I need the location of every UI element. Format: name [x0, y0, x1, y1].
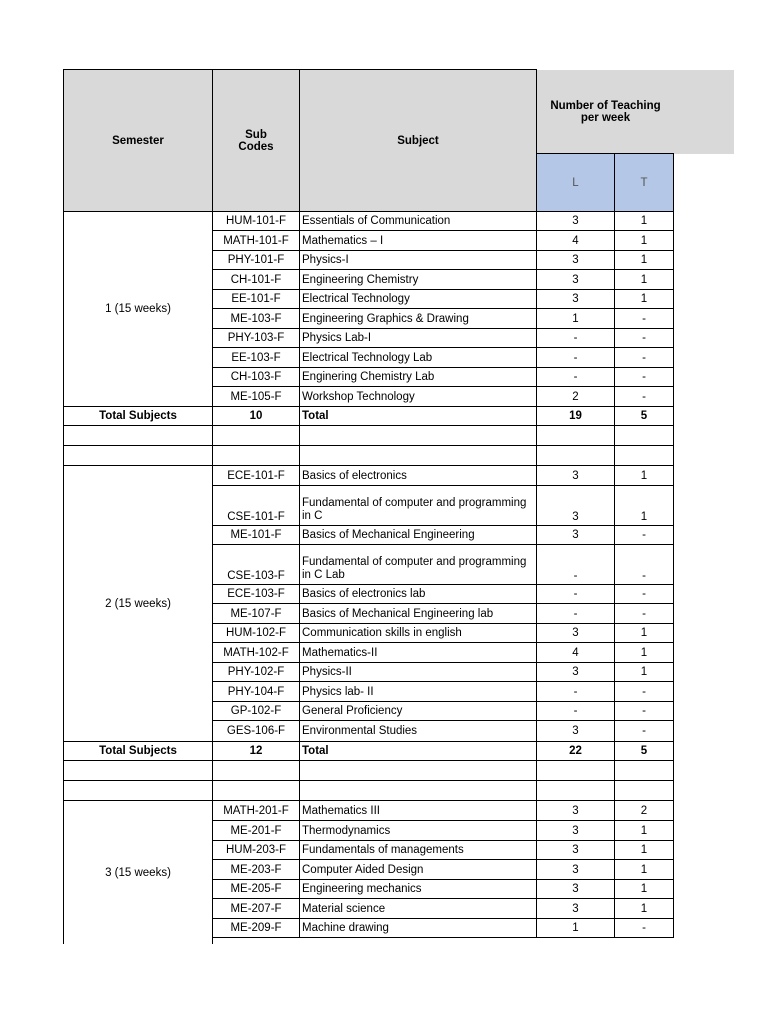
- subject-name: Material science: [300, 899, 537, 919]
- lecture-hours: 1: [537, 309, 615, 329]
- lecture-hours: 3: [537, 821, 615, 841]
- subject-name: Basics of electronics: [300, 466, 537, 486]
- blank-cell: [537, 761, 615, 781]
- blank-cell: [64, 761, 213, 781]
- tutorial-hours: 1: [615, 860, 674, 880]
- tutorial-hours: 1: [615, 899, 674, 919]
- blank-cell: [615, 446, 674, 466]
- blank-cell: [615, 781, 674, 801]
- total-lecture-hours: 19: [537, 407, 615, 426]
- tutorial-hours: -: [615, 682, 674, 702]
- tutorial-hours: -: [615, 309, 674, 329]
- tutorial-hours: -: [615, 348, 674, 368]
- subject-name: Physics Lab-I: [300, 329, 537, 348]
- subject-name: Communication skills in english: [300, 624, 537, 643]
- total-tutorial-hours: 5: [615, 407, 674, 426]
- lecture-hours: -: [537, 368, 615, 387]
- total-label: Total: [300, 742, 537, 761]
- subject-name: Workshop Technology: [300, 387, 537, 407]
- lecture-hours: -: [537, 604, 615, 624]
- tutorial-hours: 1: [615, 821, 674, 841]
- subject-code: ME-209-F: [213, 919, 300, 938]
- tutorial-hours: -: [615, 919, 674, 938]
- blank-cell: [64, 426, 213, 446]
- subject-code: ME-103-F: [213, 309, 300, 329]
- subject-code: HUM-102-F: [213, 624, 300, 643]
- lecture-hours: -: [537, 545, 615, 585]
- tutorial-hours: 1: [615, 466, 674, 486]
- lecture-hours: -: [537, 682, 615, 702]
- subject-name: Electrical Technology: [300, 290, 537, 309]
- subject-code: CH-103-F: [213, 368, 300, 387]
- subject-code: ME-203-F: [213, 860, 300, 880]
- header-subject: Subject: [300, 70, 537, 212]
- blank-cell: [300, 426, 537, 446]
- lecture-hours: 3: [537, 841, 615, 860]
- total-subjects-count: 10: [213, 407, 300, 426]
- header-semester: Semester: [64, 70, 213, 212]
- subject-code: MATH-102-F: [213, 643, 300, 663]
- subject-code: ECE-101-F: [213, 466, 300, 486]
- subject-name: Fundamentals of managements: [300, 841, 537, 860]
- lecture-hours: 4: [537, 643, 615, 663]
- subject-name: Environmental Studies: [300, 721, 537, 742]
- subject-name: General Proficiency: [300, 702, 537, 721]
- total-tutorial-hours: 5: [615, 742, 674, 761]
- subject-code: PHY-104-F: [213, 682, 300, 702]
- tutorial-hours: 1: [615, 841, 674, 860]
- subject-code: MATH-101-F: [213, 231, 300, 251]
- lecture-hours: 3: [537, 251, 615, 270]
- lecture-hours: -: [537, 348, 615, 368]
- blank-cell: [300, 781, 537, 801]
- blank-cell: [213, 781, 300, 801]
- lecture-hours: 3: [537, 290, 615, 309]
- lecture-hours: 3: [537, 801, 615, 821]
- lecture-hours: 3: [537, 880, 615, 899]
- subject-name: Engineering Chemistry: [300, 270, 537, 290]
- total-subjects-label: Total Subjects: [64, 407, 213, 426]
- tutorial-hours: -: [615, 526, 674, 545]
- subject-name: Physics-II: [300, 663, 537, 682]
- total-subjects-count: 12: [213, 742, 300, 761]
- subject-name: Physics-I: [300, 251, 537, 270]
- tutorial-hours: -: [615, 329, 674, 348]
- lecture-hours: 3: [537, 526, 615, 545]
- blank-cell: [537, 426, 615, 446]
- blank-cell: [537, 446, 615, 466]
- lecture-hours: 3: [537, 860, 615, 880]
- tutorial-hours: 1: [615, 270, 674, 290]
- blank-cell: [537, 781, 615, 801]
- subject-name: Fundamental of computer and programming in C Lab: [300, 545, 537, 585]
- lecture-hours: 4: [537, 231, 615, 251]
- lecture-hours: 3: [537, 721, 615, 742]
- subject-name: Basics of Mechanical Engineering: [300, 526, 537, 545]
- lecture-hours: 3: [537, 486, 615, 526]
- subject-name: Basics of Mechanical Engineering lab: [300, 604, 537, 624]
- blank-cell: [64, 781, 213, 801]
- subject-code: EE-103-F: [213, 348, 300, 368]
- blank-cell: [213, 446, 300, 466]
- subject-code: ME-105-F: [213, 387, 300, 407]
- semester-label: 2 (15 weeks): [64, 466, 213, 742]
- subject-name: Computer Aided Design: [300, 860, 537, 880]
- blank-cell: [300, 446, 537, 466]
- tutorial-hours: 2: [615, 801, 674, 821]
- blank-cell: [300, 761, 537, 781]
- tutorial-hours: -: [615, 387, 674, 407]
- subject-code: HUM-203-F: [213, 841, 300, 860]
- tutorial-hours: 1: [615, 880, 674, 899]
- lecture-hours: 3: [537, 663, 615, 682]
- subject-name: Basics of electronics lab: [300, 585, 537, 604]
- lecture-hours: -: [537, 329, 615, 348]
- subject-name: Engineering Graphics & Drawing: [300, 309, 537, 329]
- lecture-hours: 1: [537, 919, 615, 938]
- subject-code: CH-101-F: [213, 270, 300, 290]
- subject-name: Mathematics – I: [300, 231, 537, 251]
- subject-code: ME-201-F: [213, 821, 300, 841]
- subject-code: GES-106-F: [213, 721, 300, 742]
- subject-code: ME-205-F: [213, 880, 300, 899]
- subject-code: CSE-103-F: [213, 545, 300, 585]
- lecture-hours: 3: [537, 899, 615, 919]
- subject-name: Enginering Chemistry Lab: [300, 368, 537, 387]
- subject-code: PHY-101-F: [213, 251, 300, 270]
- tutorial-hours: -: [615, 604, 674, 624]
- subject-code: GP-102-F: [213, 702, 300, 721]
- subject-name: Engineering mechanics: [300, 880, 537, 899]
- subject-code: CSE-101-F: [213, 486, 300, 526]
- semester-label: 3 (15 weeks): [64, 801, 213, 944]
- header-t: T: [615, 154, 674, 212]
- total-label: Total: [300, 407, 537, 426]
- lecture-hours: 3: [537, 212, 615, 231]
- subject-name: Electrical Technology Lab: [300, 348, 537, 368]
- blank-cell: [213, 761, 300, 781]
- subject-name: Fundamental of computer and programming in C: [300, 486, 537, 526]
- tutorial-hours: 1: [615, 486, 674, 526]
- lecture-hours: 3: [537, 624, 615, 643]
- subject-name: Essentials of Communication: [300, 212, 537, 231]
- tutorial-hours: 1: [615, 624, 674, 643]
- subject-code: PHY-102-F: [213, 663, 300, 682]
- subject-code: EE-101-F: [213, 290, 300, 309]
- subject-code: HUM-101-F: [213, 212, 300, 231]
- tutorial-hours: -: [615, 545, 674, 585]
- lecture-hours: 3: [537, 466, 615, 486]
- tutorial-hours: 1: [615, 663, 674, 682]
- subject-name: Mathematics-II: [300, 643, 537, 663]
- blank-cell: [615, 761, 674, 781]
- blank-cell: [64, 446, 213, 466]
- lecture-hours: -: [537, 585, 615, 604]
- tutorial-hours: -: [615, 702, 674, 721]
- subject-name: Machine drawing: [300, 919, 537, 938]
- subject-code: ME-207-F: [213, 899, 300, 919]
- header-l: L: [537, 154, 615, 212]
- tutorial-hours: 1: [615, 643, 674, 663]
- lecture-hours: 3: [537, 270, 615, 290]
- subject-code: ME-101-F: [213, 526, 300, 545]
- header-sub-codes: Sub Codes: [213, 70, 300, 212]
- tutorial-hours: 1: [615, 251, 674, 270]
- subject-name: Mathematics III: [300, 801, 537, 821]
- lecture-hours: 2: [537, 387, 615, 407]
- blank-cell: [213, 426, 300, 446]
- lecture-hours: -: [537, 702, 615, 721]
- subject-name: Physics lab- II: [300, 682, 537, 702]
- header-teaching-extension: [674, 70, 734, 154]
- subject-code: ECE-103-F: [213, 585, 300, 604]
- subject-code: PHY-103-F: [213, 329, 300, 348]
- total-subjects-label: Total Subjects: [64, 742, 213, 761]
- tutorial-hours: -: [615, 585, 674, 604]
- blank-cell: [615, 426, 674, 446]
- header-teaching-per-week: Number of Teaching per week: [537, 70, 674, 154]
- tutorial-hours: -: [615, 368, 674, 387]
- tutorial-hours: 1: [615, 290, 674, 309]
- subject-name: Thermodynamics: [300, 821, 537, 841]
- subject-code: MATH-201-F: [213, 801, 300, 821]
- total-lecture-hours: 22: [537, 742, 615, 761]
- tutorial-hours: 1: [615, 231, 674, 251]
- semester-label: 1 (15 weeks): [64, 212, 213, 407]
- tutorial-hours: -: [615, 721, 674, 742]
- subject-code: ME-107-F: [213, 604, 300, 624]
- tutorial-hours: 1: [615, 212, 674, 231]
